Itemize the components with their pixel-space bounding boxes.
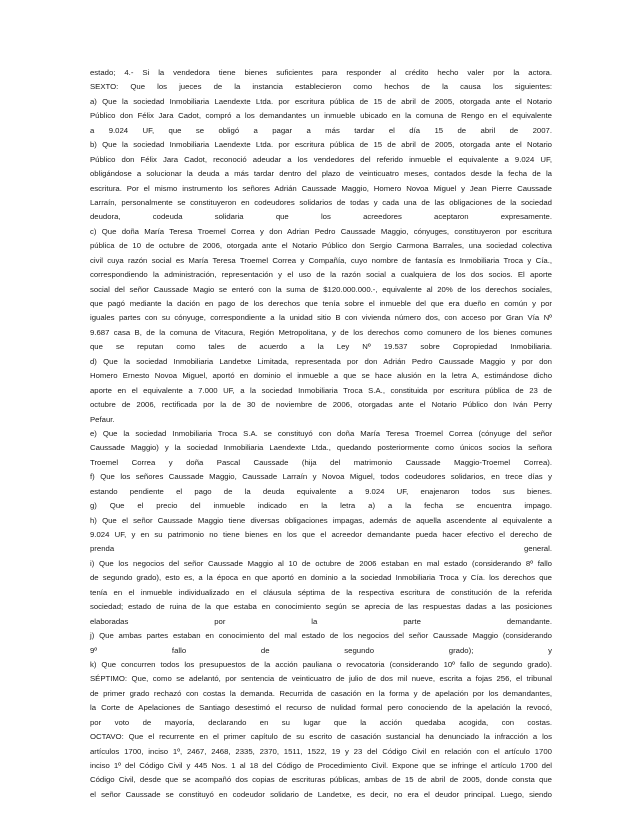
document-page: [90, 66, 552, 802]
text-line: f) Que los señores Caussade Maggio, Caussade Larraín y Novoa Miguel, todos codeudores solidarios, en trece días y: [90, 472, 552, 482]
text-line: pública de 10 de octubre de 2006, otorgada ante el Notario Público don Sergio Carmona Barrales, una sociedad colectiva: [90, 241, 552, 251]
text-line: Público don Félix Jara Cadot, compró a los demandantes un inmueble ubicado en la comuna de Rengo en el equivalente: [90, 111, 552, 121]
text-line: que pagó mediante la dación en pago de los derechos que tenía sobre el inmueble del que era dueño en común y por: [90, 299, 552, 308]
text-line: Troemel Correa y doña Pascal Caussade (hija del matrimonio Caussade Maggio-Troemel Correa).: [90, 457, 552, 467]
text-line: k) Que concurren todos los presupuestos de la acción pauliana o revocatoria (considerando 10º fallo de segundo grado).: [90, 659, 552, 669]
text-line: el señor Caussade se constituyó en codeudor solidario de Landetxe, es decir, no era el deudor principal. Luego, siendo: [90, 789, 552, 799]
text-line: Caussade Maggio) y la sociedad Inmobiliaria Laendexte Ltda., quedando posteriormente como únicos socios la señora: [90, 443, 552, 453]
text-line: aporte en el equivalente a 7.000 UF, a la sociedad Inmobiliaria Troca S.A., constituida por escritura pública de 23 de: [90, 385, 552, 395]
text-line: OCTAVO: Que el recurrente en el primer capítulo de su escrito de casación sustancial ha denunciado la infracción a los: [90, 732, 552, 742]
text-line: artículos 1700, inciso 1º, 2467, 2468, 2335, 2370, 1511, 1522, 19 y 23 del Código Civil en relación con el artículo 1700: [90, 746, 552, 756]
text-line: Código Civil, desde que se acompañó dos copias de escrituras públicas, ambas de 15 de abril de 2005, donde consta que: [90, 775, 552, 785]
text-line: de primer grado rechazó con costas la demanda. Recurrida de casación en la forma y de apelación por los demandantes,: [90, 688, 552, 698]
text-line: Larraín, personalmente se constituyeron en codeudores solidarios de todas y cada una de las obligaciones de la sociedad: [90, 197, 552, 207]
text-line: que se reputan como tales de acuerdo a la Ley Nº 19.537 sobre Copropiedad Inmobiliaria.: [90, 342, 552, 352]
text-line: obligándose a solucionar la deuda a más tardar dentro del plazo de veinticuatro meses, contados desde la fecha de la: [90, 169, 552, 179]
text-line: 9.024 UF, y en su patrimonio no tiene bienes en los que el acreedor demandante pueda hacer efectivo el derecho de: [90, 530, 552, 539]
text-line: sociedad; estado de ruina de la que estaba en conocimiento según se aprecia de las respuestas dadas a las posiciones: [90, 602, 552, 612]
text-line: h) Que el señor Caussade Maggio tiene diversas obligaciones impagas, además de aquella ascendente al equivalente a: [90, 515, 552, 525]
text-line: prenda general.: [90, 544, 552, 554]
text-line: tenía en el inmueble individualizado en el cláusula séptima de la respectiva escritura de constitución de la referida: [90, 587, 552, 597]
text-line: la Corte de Apelaciones de Santiago desestimó el recurso de nulidad formal pero conociendo de la apelación la revocó,: [90, 703, 552, 713]
text-line: Público don Félix Jara Cadot, reconoció adeudar a los vendedores del referido inmueble el equivalente a 9.024 UF,: [90, 154, 552, 164]
text-line: de segundo grado), esto es, a la época en que aportó en dominio a la sociedad Inmobiliaria Troca y Cía. los derechos que: [90, 573, 552, 583]
text-line: 9.687 casa B, de la comuna de Vitacura, Región Metropolitana, y de los derechos como comunero de los bienes comunes: [90, 327, 552, 337]
text-line: social del señor Caussade Magio se enteró con la suma de $120.000.000.-, equivalente al 20% de los derechos sociales,: [90, 284, 552, 294]
text-line: civil cuya razón social es María Teresa Troemel Correa y Compañía, cuyo nombre de fantasía es Inmobiliaria Troca y Cía.,: [90, 255, 552, 265]
text-line: 9º fallo de segundo grado); y: [90, 645, 552, 655]
text-line: inciso 1º del Código Civil y 445 Nos. 1 al 18 del Código de Procedimiento Civil. Expone que se infringe el artículo 1700 del: [90, 761, 552, 770]
text-line: SÉPTIMO: Que, como se adelantó, por sentencia de veinticuatro de julio de dos mil nueve, escrita a fojas 256, el tribunal: [90, 674, 552, 684]
text-line: a) Que la sociedad Inmobiliaria Laendexte Ltda. por escritura pública de 15 de abril de 2005, otorgada ante el Notario: [90, 96, 552, 106]
text-line: octubre de 2006, rectificada por la de 30 de noviembre de 2006, otorgadas ante el Notario Público don Iván Perry: [90, 400, 552, 410]
text-line: SEXTO: Que los jueces de la instancia establecieron como hechos de la causa los siguientes:: [90, 82, 552, 92]
text-line: j) Que ambas partes estaban en conocimiento del mal estado de los negocios del señor Caussade Maggio (considerando: [90, 631, 552, 641]
text-line: iguales partes con su cónyuge, correspondiente a la unidad sitio B con vivienda número dos, con acceso por Gran Vía Nº: [90, 313, 552, 323]
text-line: Pefaur.: [90, 414, 115, 424]
text-line: b) Que la sociedad Inmobiliaria Laendexte Ltda. por escritura pública de 15 de abril de 2005, otorgada ante el Notario: [90, 140, 552, 150]
text-line: por voto de mayoría, declarando en su lugar que la acción quedaba acogida, con costas.: [90, 717, 552, 727]
text-line: estando pendiente el pago de la deuda equivalente a 9.024 UF, enajenaron todos sus bienes.: [90, 486, 552, 496]
text-line: correspondiendo la administración, representación y el uso de la razón social a cualquiera de los dos socios. El aporte: [90, 270, 552, 280]
text-line: Homero Ernesto Novoa Miguel, aportó en dominio el inmueble a que se hace alusión en la letra A, estimándose dicho: [90, 371, 552, 381]
text-line: escritura. Por el mismo instrumento los señores Adrián Caussade Maggio, Homero Novoa Miguel y Jean Pierre Caussade: [90, 183, 552, 193]
text-line: i) Que los negocios del señor Caussade Maggio al 10 de octubre de 2006 estaban en mal estado (considerando 8º fallo: [90, 558, 552, 568]
text-line: estado; 4.- Si la vendedora tiene bienes suficientes para responder al crédito hecho valer por la actora.: [90, 68, 552, 77]
text-line: d) Que la sociedad Inmobiliaria Landetxe Limitada, representada por don Adrián Pedro Caussade Maggio y por don: [90, 356, 552, 366]
text-line: c) Que doña María Teresa Troemel Correa y don Adrian Pedro Caussade Maggio, cónyuges, constituyeron por escritura: [90, 226, 552, 236]
text-line: a 9.024 UF, que se obligó a pagar a más tardar el día 15 de abril de 2007.: [90, 125, 552, 135]
text-line: deudora, codeuda solidaria que los acreedores aceptaron expresamente.: [90, 212, 552, 222]
text-line: e) Que la sociedad Inmobiliaria Troca S.A. se constituyó con doña María Teresa Troemel Correa (cónyuge del señor: [90, 428, 552, 438]
text-line: elaboradas por la parte demandante.: [90, 616, 552, 626]
text-line: g) Que el precio del inmueble indicado en la letra a) a la fecha se encuentra impago.: [90, 501, 552, 511]
